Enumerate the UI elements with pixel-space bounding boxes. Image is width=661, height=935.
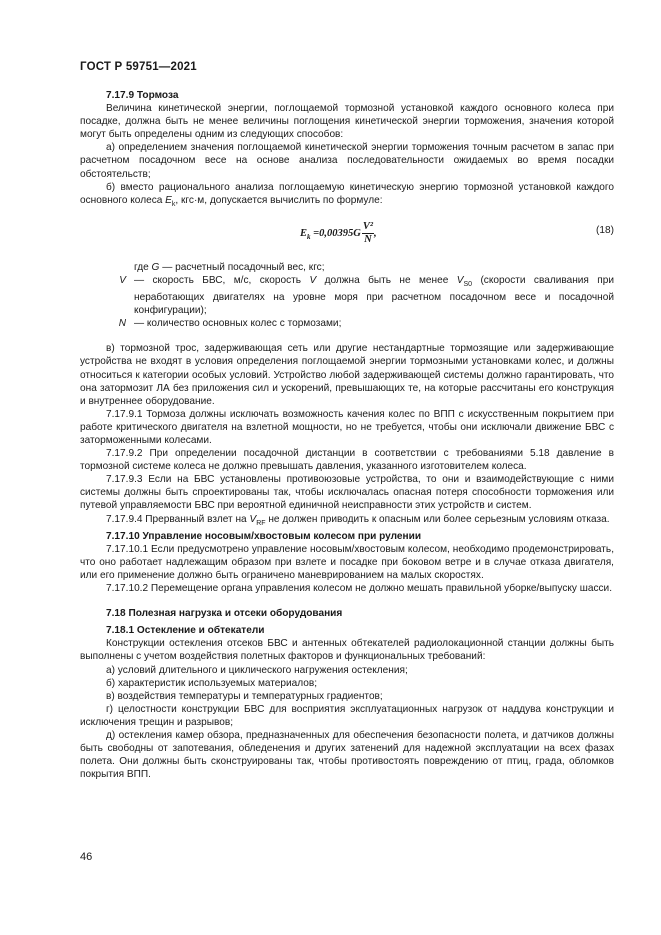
page-content	[80, 89, 614, 781]
list-item: в) воздействия температуры и температурных градиентов;	[106, 690, 383, 702]
item-b: б) вместо рационального анализа поглощаемую кинетическую энергию тормозной установкой каждого основного колеса $E_k$, кгс·м, допускается вычислить по формуле:	[80, 181, 614, 208]
paragraph-7-17-9-4: 7.17.9.4 Прерванный взлет на $V_{RF}$ не должен приводить к опасным или более серьезным условиям отказа.	[106, 513, 610, 527]
list-item: д) остекления камер обзора, предназначенных для обеспечения безопасности полета, и датчиков должны быть свободны от запотевания, обледенения и других затенений для надежной эксплуатации на всех фазах полета. Они должны быть сконструированы так, чтобы противостоять повреждению от птиц, града, обломков покрытия ВПП.	[80, 729, 614, 781]
definition-n: N — количество основных колес с тормозами;	[118, 318, 342, 330]
paragraph-7-17-9-2: 7.17.9.2 При определении посадочной дистанции в соответствии с требованиями 5.18 давление в тормозной системе колеса не должно превышать давления, указанного изготовителем колеса.	[80, 448, 614, 473]
formula-18	[80, 215, 614, 255]
item-a: а) определением значения поглощаемой кинетической энергии торможения точным расчетом в запас при расчетном посадочном весе на основе анализа последовательности ожидаемых во время посадки обстоятельств;	[80, 142, 614, 180]
section-7-18-1-intro: Конструкции остекления отсеков БВС и антенных обтекателей радиолокационной станции должны быть выполнены с учетом воздействия полетных факторов и функциональных требований:	[80, 638, 614, 663]
item-v: в) тормозной трос, задерживающая сеть или другие нестандартные тормозящие или задерживающие устройства не входят в условия определения поглощаемой энергии тормозными установками колес, и должны относиться к категории особых условий. Устройство любой задерживающей системы должно гарантировать, что она затормозит ЛА без приложения сил и ускорений, превышающих те, на которые рассчитаны его конструкция и внутреннее оборудование.	[80, 343, 614, 407]
definition-g: где G — расчетный посадочный вес, кгс;	[134, 261, 325, 273]
section-7-18-title: 7.18 Полезная нагрузка и отсеки оборудования	[106, 608, 343, 620]
list-item: а) условий длительного и циклического нагружения остекления;	[106, 664, 408, 676]
section-7-18-1-title: 7.18.1 Остекление и обтекатели	[106, 625, 265, 637]
formula-fraction: $\frac{\text{V²}}{N}$	[362, 220, 373, 245]
paragraph-7-17-9-1: 7.17.9.1 Тормоза должны исключать возможность качения колес по ВПП с искусственным покрытием при работе критического двигателя на взлетной мощности, но не требуется, чтобы они исключали движение БВС с заторможенными колесами.	[80, 408, 614, 446]
paragraph-7-17-10-2: 7.17.10.2 Перемещение органа управления колесом не должно мешать правильной уборке/выпуску шасси.	[106, 583, 612, 595]
paragraph-7-17-9-3: 7.17.9.3 Если на БВС установлены противоюзовые устройства, то они и взаимодействующие с ними системы должны быть спроектированы так, чтобы исключалась опасная потеря способности торможения или путевой управляемости БВС при вероятной единичной неисправности этих устройств и систем.	[80, 474, 614, 512]
formula-expression: $E_k =0,00395G$ $\frac{\text{V²}}{N}$ ,	[300, 220, 377, 245]
definition-v: V — скорость БВС, м/с, скорость V должна быть не менее $V_{S0}$ (скорости сваливания при неработающих двигателях на уровне моря при расчетном посадочном весе и посадочной конфигурации);	[119, 274, 615, 317]
paragraph-7-17-10-1: 7.17.10.1 Если предусмотрено управление носовым/хвостовым колесом, необходимо продемонстрировать, что оно работает надлежащим образом при взлете и посадке при боковом ветре и в случае отказа двигателя, или его применение должно быть ограничено маневрированием на малых скоростях.	[80, 543, 614, 581]
section-7-17-9-title: 7.17.9 Тормоза	[106, 90, 179, 101]
page-number: 46	[80, 851, 93, 863]
section-7-17-9-intro: Величина кинетической энергии, поглощаемой тормозной установкой каждого основного колеса при посадке, должна быть не менее величины поглощения кинетической энергии торможения, значения которой могут быть определены одним из следующих способов:	[80, 103, 614, 141]
standard-header: ГОСТ Р 59751—2021	[80, 61, 197, 73]
list-item: б) характеристик используемых материалов;	[106, 677, 318, 689]
section-7-17-10-title: 7.17.10 Управление носовым/хвостовым колесом при рулении	[106, 530, 422, 542]
list-item: г) целостности конструкции БВС для восприятия эксплуатационных нагрузок от наддува конструкции и исключения трещин и разрывов;	[80, 703, 614, 728]
equation-number: (18)	[596, 224, 614, 236]
